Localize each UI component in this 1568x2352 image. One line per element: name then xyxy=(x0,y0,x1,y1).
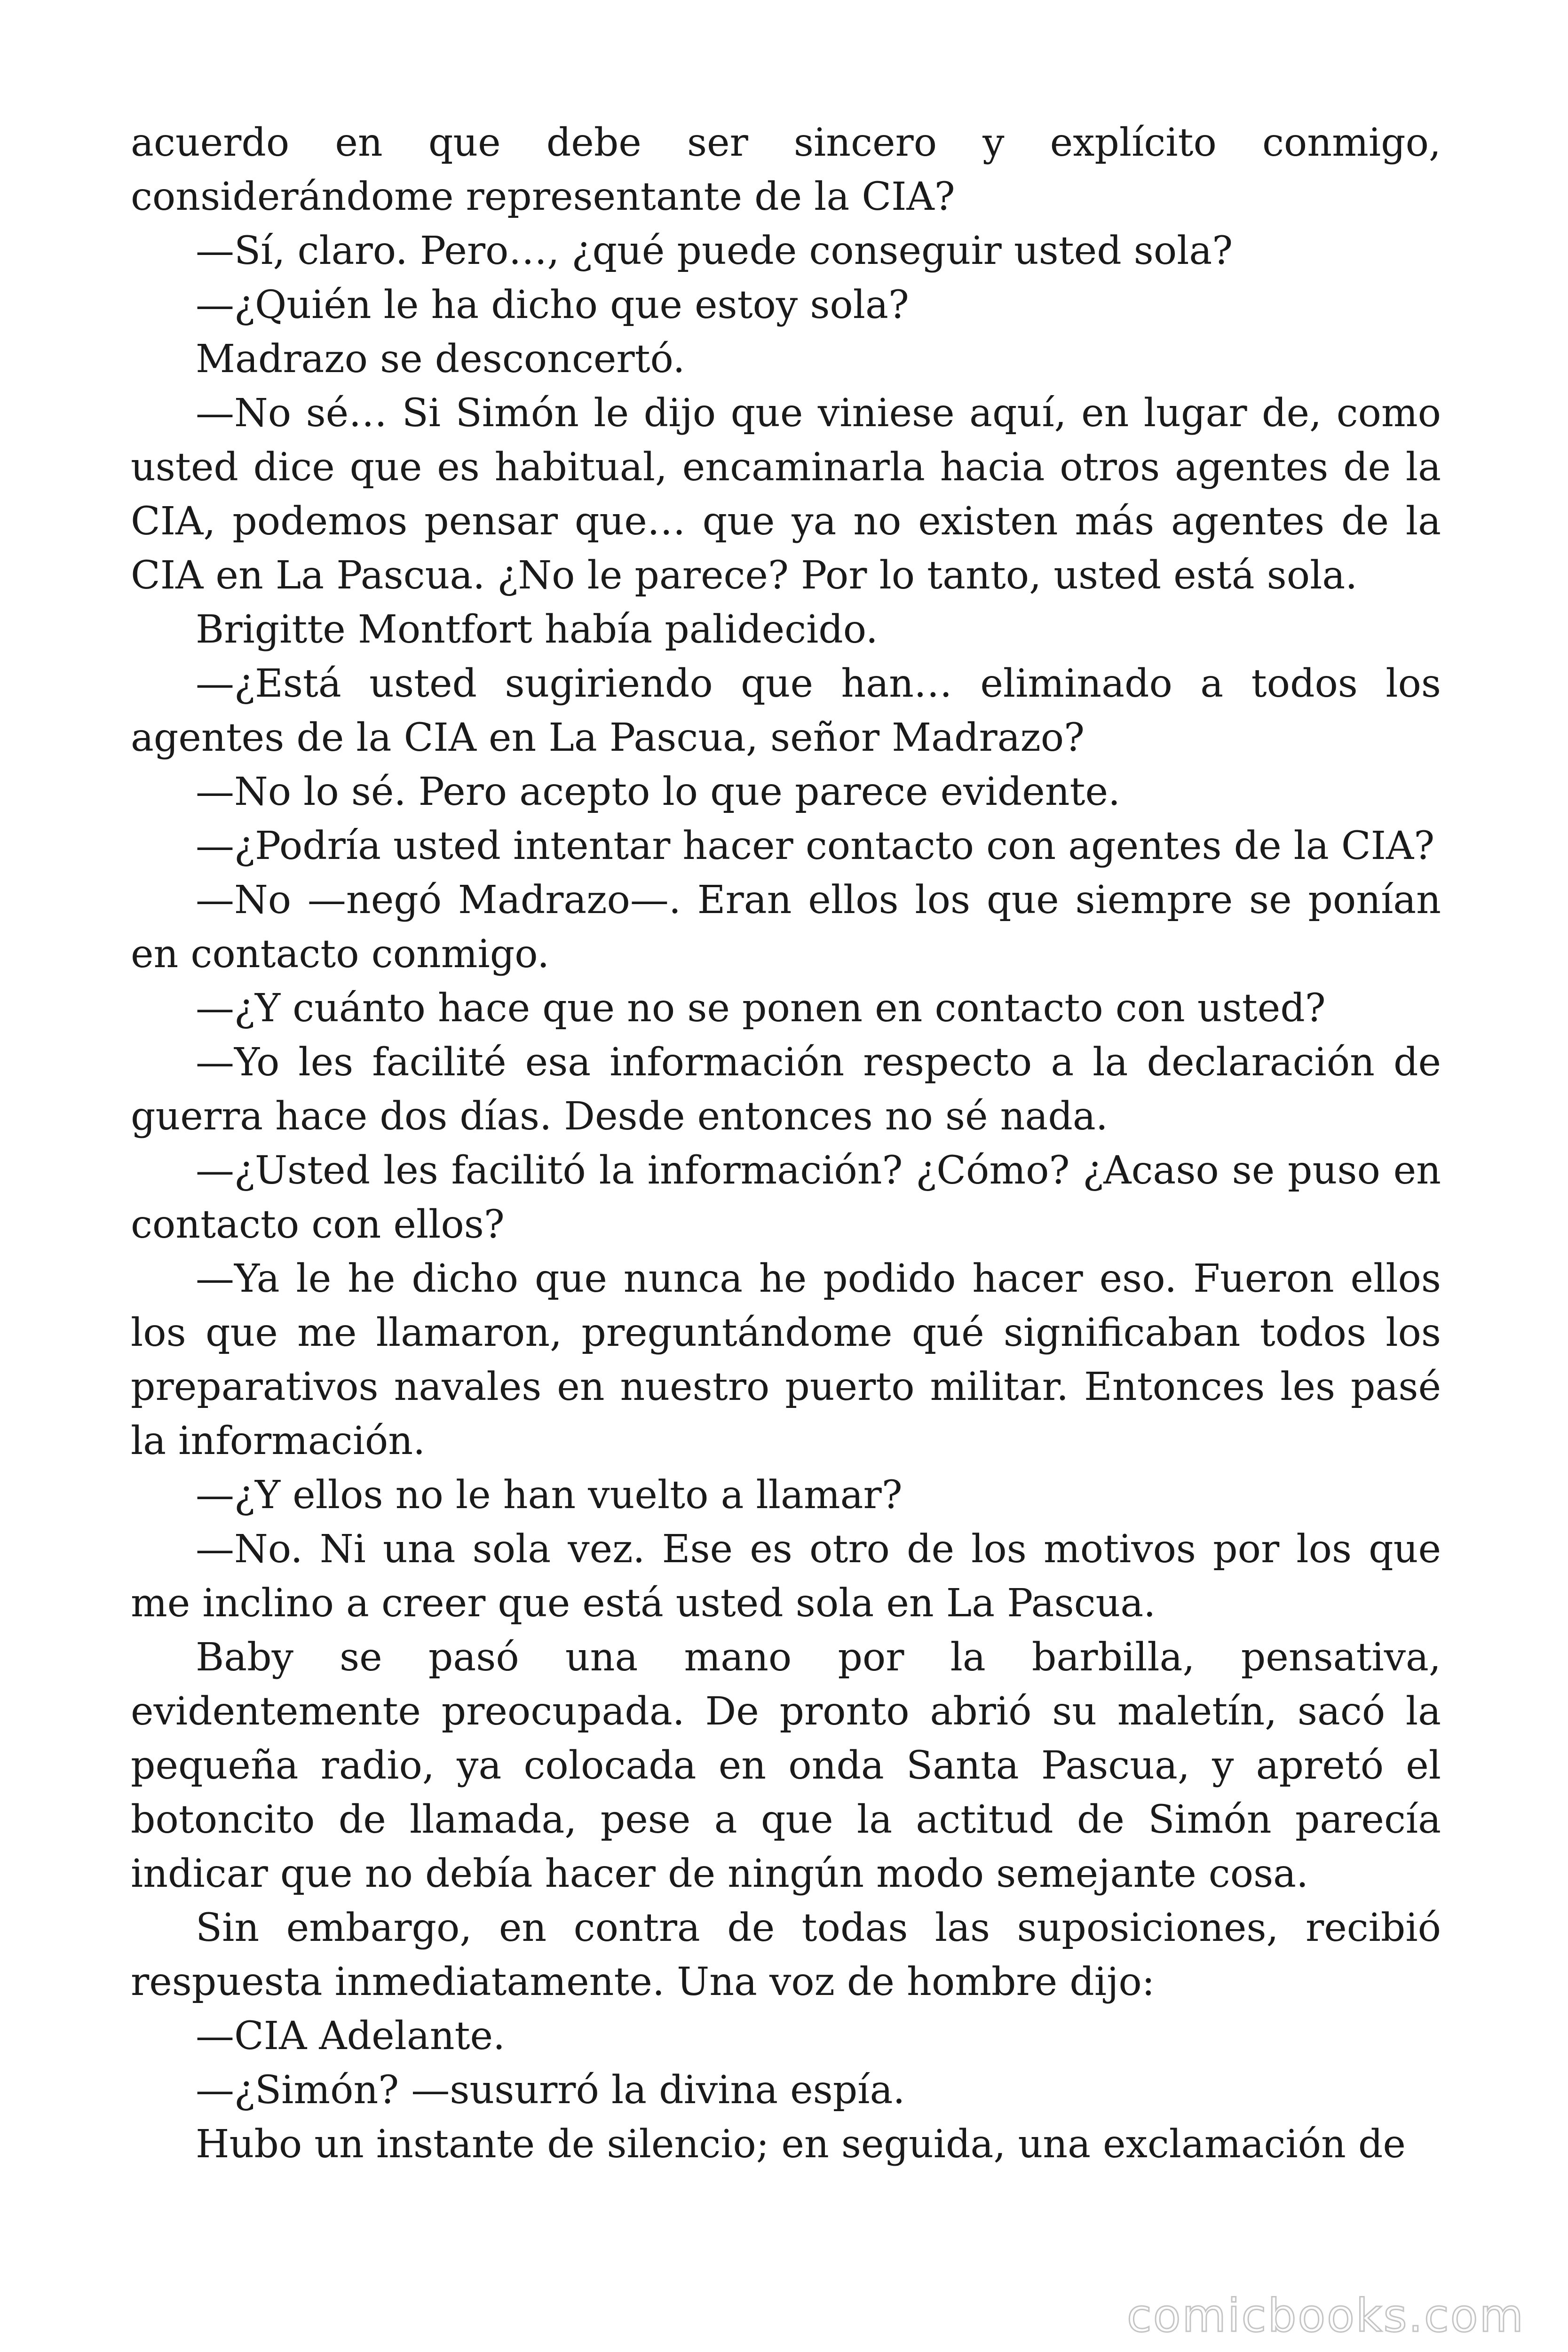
page-body-text xyxy=(131,116,1441,2171)
paragraph-dialogue: —Sí, claro. Pero…, ¿qué puede conseguir usted sola? xyxy=(196,229,1233,273)
paragraph-dialogue: —¿Y ellos no le han vuelto a llamar? xyxy=(196,1473,903,1518)
paragraph-dialogue: —¿Podría usted intentar hacer contacto con agentes de la CIA? xyxy=(196,824,1435,868)
watermark-text: comicbooks.com xyxy=(1126,2289,1525,2342)
paragraph-dialogue: —¿Usted les facilitó la información? ¿Cómo? ¿Acaso se puso en contacto con ellos? xyxy=(131,1148,1441,1247)
paragraph-narration: Madrazo se desconcertó. xyxy=(196,337,685,381)
paragraph-dialogue: —No sé… Si Simón le dijo que viniese aquí, en lugar de, como usted dice que es habitual, encaminarla hacia otros agentes de la CIA, podemos pensar que… que ya no existen más agentes de la CIA en La Pascua. ¿No le parece? Por lo tanto, usted está sola. xyxy=(131,391,1441,598)
paragraph-dialogue: —Ya le he dicho que nunca he podido hacer eso. Fueron ellos los que me llamaron, preguntándome qué significaban todos los preparativos navales en nuestro puerto militar. Entonces les pasé la información. xyxy=(131,1256,1441,1463)
paragraph-dialogue: —CIA Adelante. xyxy=(196,2014,506,2058)
paragraph-dialogue: —Yo les facilité esa información respecto a la declaración de guerra hace dos días. Desde entonces no sé nada. xyxy=(131,1040,1441,1139)
paragraph-dialogue: —¿Quién le ha dicho que estoy sola? xyxy=(196,283,909,327)
paragraph-narration: Sin embargo, en contra de todas las suposiciones, recibió respuesta inmediatamente. Una voz de hombre dijo: xyxy=(131,1906,1441,2004)
paragraph-continued: acuerdo en que debe ser sincero y explícito conmigo, considerándome representante de la CIA? xyxy=(131,120,1441,219)
paragraph-dialogue: —No —negó Madrazo—. Eran ellos los que siempre se ponían en contacto conmigo. xyxy=(131,878,1441,977)
paragraph-dialogue: —No. Ni una sola vez. Ese es otro de los motivos por los que me inclino a creer que está usted sola en La Pascua. xyxy=(131,1527,1441,1626)
paragraph-narration: Baby se pasó una mano por la barbilla, pensativa, evidentemente preocupada. De pronto abrió su maletín, sacó la pequeña radio, ya colocada en onda Santa Pascua, y apretó el botoncito de llamada, pese a que la actitud de Simón parecía indicar que no debía hacer de ningún modo semejante cosa. xyxy=(131,1635,1441,1896)
paragraph-dialogue: —¿Y cuánto hace que no se ponen en contacto con usted? xyxy=(196,986,1326,1031)
paragraph-narration: Brigitte Montfort había palidecido. xyxy=(196,607,878,652)
paragraph-narration: Hubo un instante de silencio; en seguida, una exclamación de xyxy=(196,2122,1406,2167)
paragraph-dialogue: —¿Simón? —susurró la divina espía. xyxy=(196,2068,905,2113)
paragraph-dialogue: —No lo sé. Pero acepto lo que parece evidente. xyxy=(196,770,1121,814)
paragraph-dialogue: —¿Está usted sugiriendo que han… eliminado a todos los agentes de la CIA en La Pascua, señor Madrazo? xyxy=(131,661,1441,760)
